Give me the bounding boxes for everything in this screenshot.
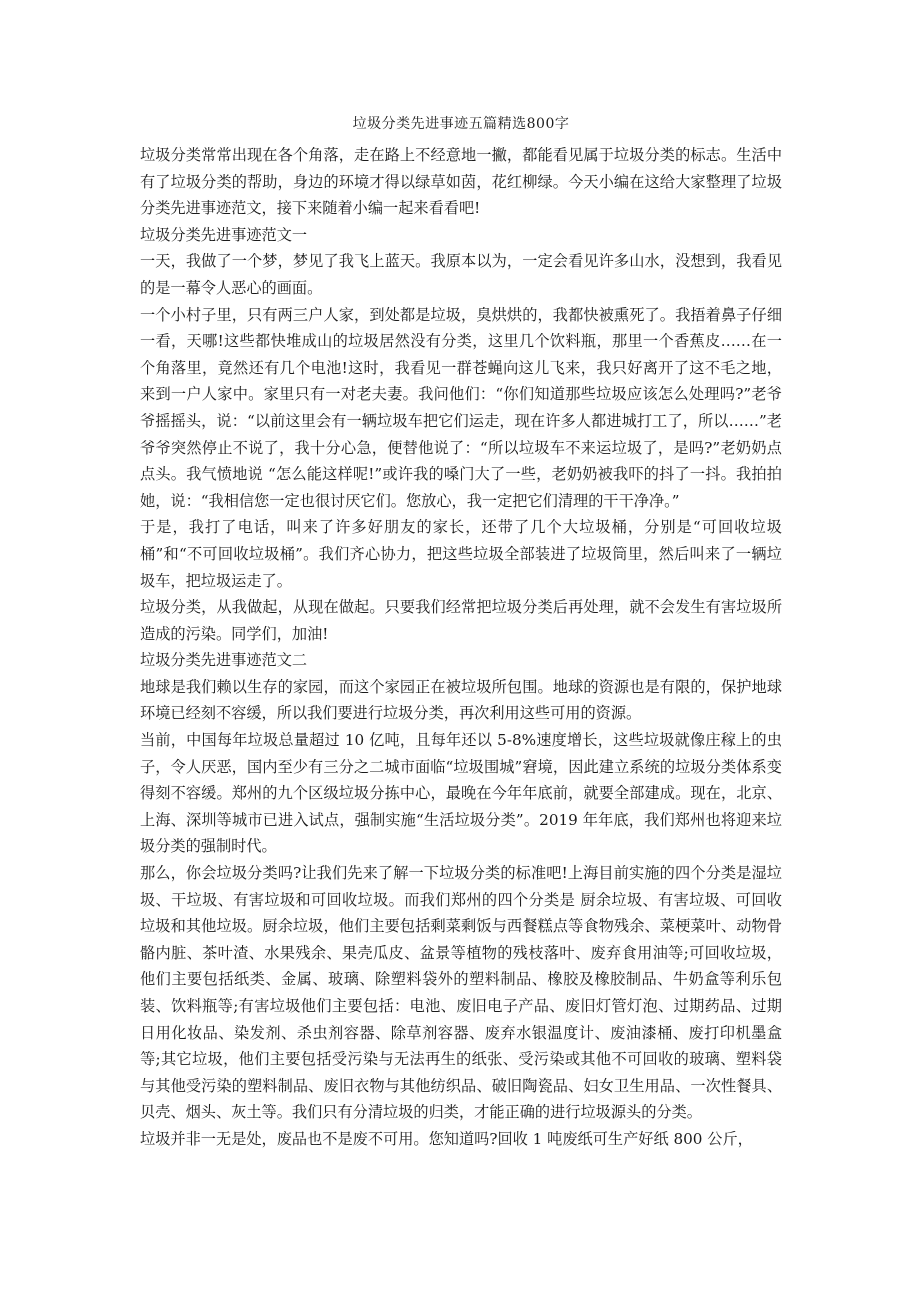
- paragraph: 垃圾分类，从我做起，从现在做起。只要我们经常把垃圾分类后再处理，就不会发生有害垃圾所造成的污染。同学们，加油!: [140, 598, 782, 643]
- section-heading-1: 垃圾分类先进事迹范文一: [140, 225, 308, 244]
- paragraph: 垃圾并非一无是处，废品也不是废不可用。您知道吗?回收 1 吨废纸可生产好纸 800 公斤，: [140, 1129, 753, 1148]
- paragraph: 地球是我们赖以生存的家园，而这个家园正在被垃圾所包围。地球的资源也是有限的，保护地球环境已经刻不容缓，所以我们要进行垃圾分类，再次利用这些可用的资源。: [140, 677, 782, 723]
- paragraph: 那么，你会垃圾分类吗?让我们先来了解一下垃圾分类的标准吧!上海目前实施的四个分类是湿垃圾、干垃圾、有害垃圾和可回收垃圾。而我们郑州的四个分类是 厨余垃圾、有害垃圾、可回收垃圾和其他垃圾。厨余垃圾，他们主要包括剩菜剩饭与西餐糕点等食物残余、菜梗菜叶、动物骨骼内脏、茶叶渣、水果残余、果壳瓜皮、盆景等植物的残枝落叶、废弃食用油等;可回收垃圾，他们主要包括纸类、金属、玻璃、除塑料袋外的塑料制品、橡胶及橡胶制品、牛奶盒等利乐包装、饮料瓶等;有害垃圾他们主要包括：电池、废旧电子产品、废旧灯管灯泡、过期药品、过期日用化妆品、染发剂、杀虫剂容器、除草剂容器、废弃水银温度计、废油漆桶、废打印机墨盒等;其它垃圾，他们主要包括受污染与无法再生的纸张、受污染或其他不可回收的玻璃、塑料袋与其他受污染的塑料制品、废旧衣物与其他纺织品、破旧陶瓷品、妇女卫生用品、一次性餐具、贝壳、烟头、灰土等。我们只有分清垃圾的归类，才能正确的进行垃圾源头的分类。: [140, 864, 782, 1122]
- paragraph: 一个小村子里，只有两三户人家，到处都是垃圾，臭烘烘的，我都快被熏死了。我捂着鼻子仔细一看，天哪!这些都快堆成山的垃圾居然没有分类，这里几个饮料瓶，那里一个香蕉皮……在一个角落里，竟然还有几个电池!这时，我看见一群苍蝇向这儿飞来，我只好离开了这不毛之地，来到一户人家中。家里只有一对老夫妻。我问他们：“你们知道那些垃圾应该怎么处理吗?”老爷爷摇摇头，说：“以前这里会有一辆垃圾车把它们运走，现在许多人都进城打工了，所以……”老爷爷突然停止不说了，我十分心急，便替他说了：“所以垃圾车不来运垃圾了，是吗?”老奶奶点点头。我气愤地说 “怎么能这样呢!”或许我的嗓门大了一些，老奶奶被我吓的抖了一抖。我拍拍她，说：“我相信您一定也很讨厌它们。您放心，我一定把它们清理的干干净净。”: [140, 305, 782, 510]
- paragraph: 当前，中国每年垃圾总量超过 10 亿吨，且每年还以 5-8%速度增长，这些垃圾就像庄稼上的虫子，令人厌恶，国内至少有三分之二城市面临“垃圾围城”窘境，因此建立系统的垃圾分类体系变得刻不容缓。郑州的九个区级垃圾分拣中心，最晚在今年年底前，就要全部建成。现在，北京、上海、深圳等城市已进入试点，强制实施“生活垃圾分类”。2019 年年底，我们郑州也将迎来垃圾分类的强制时代。: [140, 731, 782, 856]
- paragraph: 于是，我打了电话，叫来了许多好朋友的家长，还带了几个大垃圾桶，分别是“可回收垃圾桶”和“不可回收垃圾桶”。我们齐心协力，把这些垃圾全部装进了垃圾筒里，然后叫来了一辆垃圾车，把垃圾运走了。: [140, 518, 782, 590]
- section-heading-2: 垃圾分类先进事迹范文二: [140, 651, 308, 670]
- intro-paragraph: 垃圾分类常常出现在各个角落，走在路上不经意地一撇，都能看见属于垃圾分类的标志。生活中有了垃圾分类的帮助，身边的环境才得以绿草如茵，花红柳绿。今天小编在这给大家整理了垃圾分类先进事迹范文，接下来随着小编一起来看看吧!: [140, 146, 782, 218]
- paragraph: 一天，我做了一个梦，梦见了我飞上蓝天。我原本以为，一定会看见许多山水，没想到，我看见的是一幕令人恶心的画面。: [140, 252, 782, 297]
- document-page: [140, 112, 782, 1153]
- document-title: 垃圾分类先进事迹五篇精选800字: [352, 116, 570, 132]
